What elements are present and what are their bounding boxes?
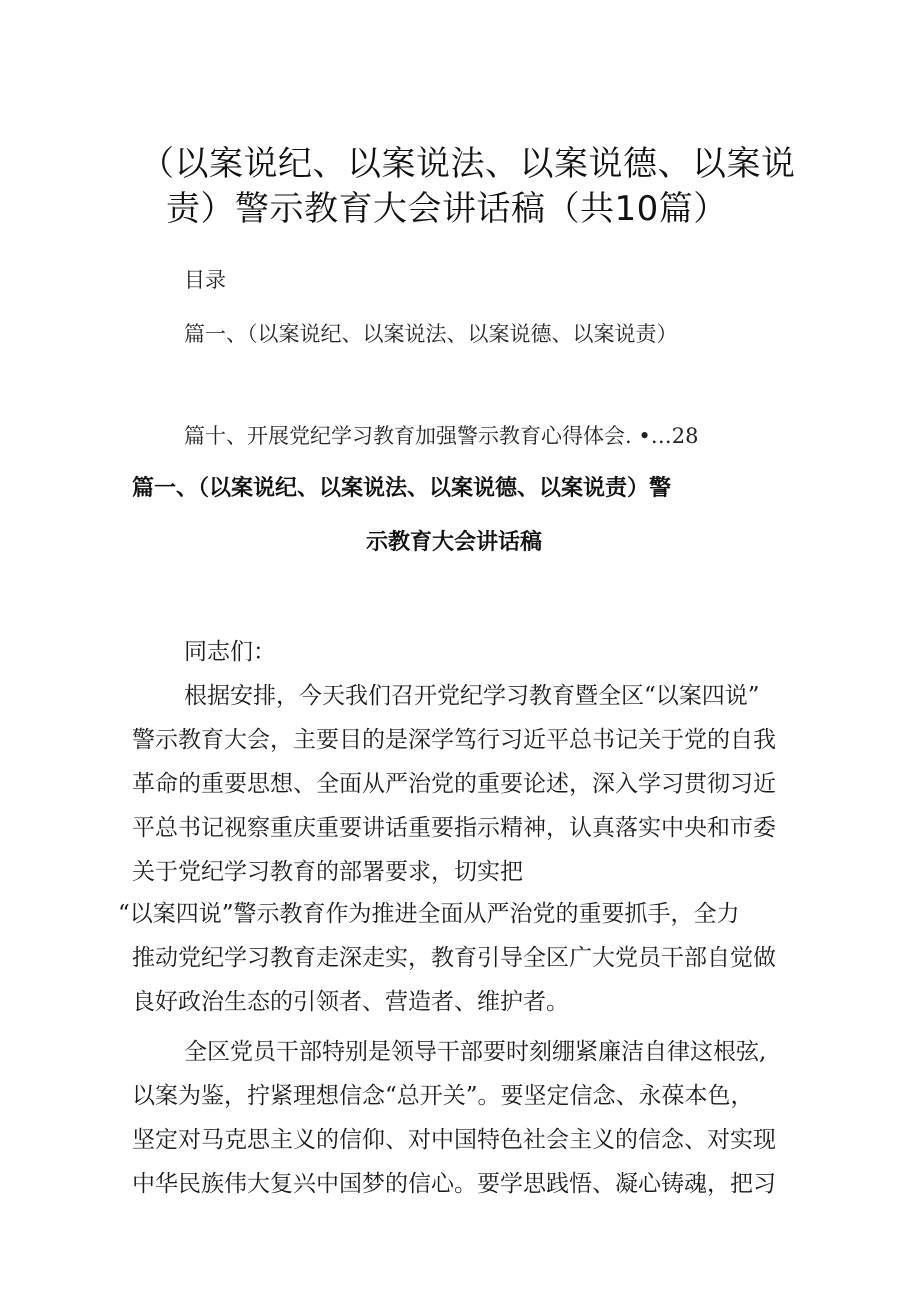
- document-title-line-2: 责）警示教育大会讲话稿（共10篇）: [166, 189, 728, 229]
- greeting: 同志们：: [184, 639, 276, 665]
- document-title-line-1: （以案说纪、以案说法、以案说德、以案说: [140, 144, 796, 184]
- paragraph-1-line: 良好政治生态的引领者、营造者、维护者。: [132, 989, 569, 1015]
- paragraph-1-line: 关于党纪学习教育的部署要求，切实把: [132, 859, 523, 885]
- paragraph-1-line: 推动党纪学习教育走深走实，教育引导全区广大党员干部自觉做: [132, 945, 776, 971]
- section-heading-line-2: 示教育大会讲话稿: [366, 530, 543, 555]
- toc-item-1[interactable]: 篇一、（以案说纪、以案说法、以案说德、以案说责）: [184, 322, 678, 346]
- paragraph-2-line: 以案为鉴，拧紧理想信念“总开关”。要坚定信念、永葆本色，: [132, 1083, 754, 1109]
- paragraph-2-line: 全区党员干部特别是领导干部要时刻绷紧廉洁自律这根弦,: [184, 1039, 767, 1065]
- paragraph-1-line: 革命的重要思想、全面从严治党的重要论述，深入学习贯彻习近: [132, 771, 776, 797]
- toc-label: 目录: [184, 268, 226, 292]
- paragraph-2-line: 坚定对马克思主义的信仰、对中国特色社会主义的信念、对实现: [132, 1127, 776, 1153]
- paragraph-1-line: “以案四说”警示教育作为推进全面从严治党的重要抓手，全力: [118, 901, 740, 927]
- toc-item-10[interactable]: 篇十、开展党纪学习教育加强警示教育心得体会. •…28: [184, 424, 699, 448]
- paragraph-1-line: 平总书记视察重庆重要讲话重要指示精神，认真落实中央和市委: [132, 815, 776, 841]
- paragraph-1-line: 警示教育大会，主要目的是深学笃行习近平总书记关于党的自我: [132, 727, 776, 753]
- section-heading-line-1: 篇一、（以案说纪、以案说法、以案说德、以案说责）警: [132, 476, 672, 501]
- paragraph-1-line: 根据安排，今天我们召开党纪学习教育暨全区“以案四说”: [184, 683, 760, 709]
- paragraph-2-line: 中华民族伟大复兴中国梦的信心。要学思践悟、凝心铸魂，把习: [132, 1171, 776, 1197]
